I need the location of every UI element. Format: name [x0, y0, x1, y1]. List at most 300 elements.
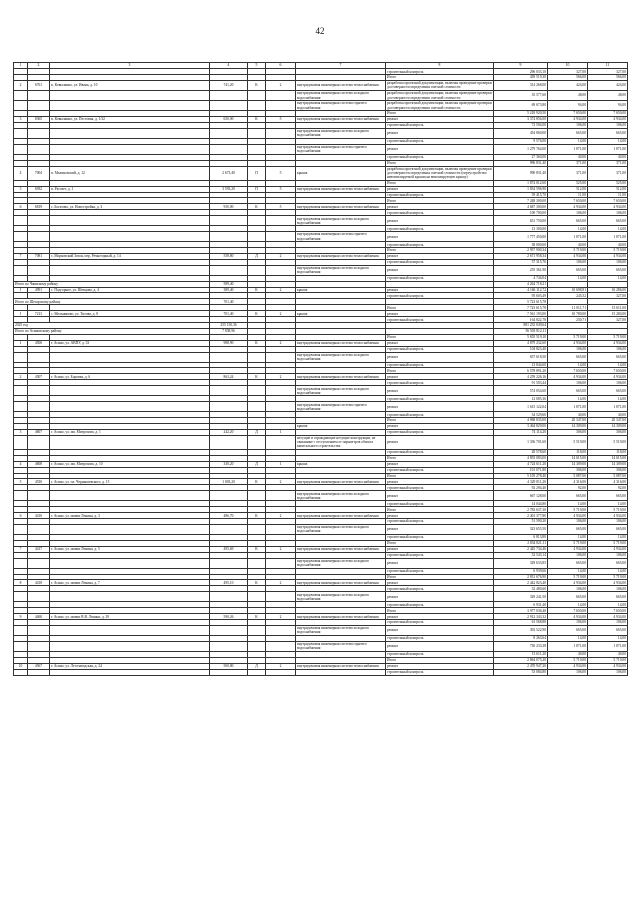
table-cell: Д — [248, 429, 266, 435]
table-cell: 7004 — [28, 166, 50, 180]
table-cell: 665,00 — [588, 491, 628, 501]
table-cell: 665,00 — [588, 128, 628, 138]
table-cell: 14,00 — [548, 635, 588, 641]
table-row — [14, 558, 628, 568]
table-cell: 72 504,00 — [494, 122, 548, 128]
table-cell — [210, 386, 248, 396]
table-cell: 1 871,00 — [548, 232, 588, 242]
table-cell: внутридомовая инженерная система холодного водоснабжения — [296, 558, 386, 568]
table-cell: 2 673,40 — [210, 166, 248, 180]
table-cell: 590,26 — [210, 614, 248, 620]
table-cell: г. Асино, ул. им. Митрохова, д. 10 — [50, 461, 210, 467]
table-cell: Д — [248, 461, 266, 467]
table-row — [14, 90, 628, 100]
table-cell: 2 — [266, 340, 296, 346]
table-cell: 4 687 300,00 — [494, 204, 548, 210]
table-cell — [266, 592, 296, 602]
table-cell: 4 934,00 — [588, 253, 628, 259]
table-cell: 2 — [14, 80, 28, 90]
column-number-cell: 1 — [14, 63, 28, 69]
table-cell: 665,00 — [548, 128, 588, 138]
table-cell: 7 — [14, 253, 28, 259]
table-cell — [210, 101, 248, 111]
table-cell: разработка проектной документации, включая проведение проверки достоверности определения сметной стоимости — [387, 101, 492, 110]
table-cell: 2 — [266, 80, 296, 90]
table-cell: Д — [248, 663, 266, 669]
summary-label: Итого по Шегарскому району — [14, 299, 210, 305]
table-cell — [50, 265, 210, 275]
table-cell: 106,00 — [588, 210, 628, 216]
table-cell: 7 650,00 — [588, 368, 628, 374]
table-cell: 306,00 — [588, 429, 628, 435]
table-cell — [14, 669, 28, 675]
table-cell — [14, 216, 28, 226]
table-cell: 27 360,00 — [494, 154, 548, 160]
table-cell — [14, 90, 28, 100]
table-cell: 2 — [266, 580, 296, 586]
table-cell: 106,00 — [548, 259, 588, 265]
table-cell — [50, 524, 210, 534]
table-cell: внутридомовая инженерная система холодного водоснабжения — [296, 216, 386, 226]
table-cell — [14, 352, 28, 362]
column-number-cell: 7 — [296, 63, 386, 69]
table-cell: 230,71 — [548, 317, 588, 323]
table-cell: 327,00 — [588, 293, 628, 299]
table-cell — [248, 558, 266, 568]
table-cell: Итого — [386, 455, 494, 461]
table-row — [14, 232, 628, 242]
table-cell: К — [248, 479, 266, 485]
table-cell — [210, 641, 248, 651]
table-cell: 4991 — [28, 287, 50, 293]
table-cell: 424,00 — [588, 80, 628, 90]
table-cell: 14 044,80 — [494, 501, 548, 507]
table-cell: 1 834 596,90 — [494, 186, 548, 192]
table-row — [14, 625, 628, 635]
table-cell: 52 543,14 — [494, 552, 548, 558]
table-cell: 48,00 — [548, 90, 588, 100]
table-cell: 3 374 856,00 — [494, 116, 548, 122]
table-cell: 28 578,60 — [494, 449, 548, 455]
table-cell — [14, 592, 28, 602]
table-cell: 4 934,00 — [548, 253, 588, 259]
table-cell: 14 309,00 — [548, 461, 588, 467]
table-cell: 306,00 — [588, 467, 628, 473]
table-cell: 4 879 232,60 — [494, 340, 548, 346]
table-row — [14, 80, 628, 90]
table-cell: Итого — [386, 368, 494, 374]
table-cell: 525,00 — [548, 180, 588, 186]
table-cell: 950,00 — [210, 204, 248, 210]
table-cell: 92 294,40 — [494, 485, 548, 491]
table-cell: 327,00 — [548, 69, 588, 75]
table-cell: 7 248 300,00 — [494, 198, 548, 204]
table-row — [14, 669, 628, 675]
table-cell: К — [248, 80, 266, 90]
table-cell: 296 033,10 — [494, 69, 548, 75]
table-cell: 20 347,00 — [588, 418, 628, 424]
table-cell: 665,00 — [588, 625, 628, 635]
table-cell: 4 934,00 — [548, 374, 588, 380]
table-cell: 1 777 450,00 — [494, 232, 548, 242]
table-cell: 3 — [14, 116, 28, 122]
table-cell — [14, 435, 28, 449]
table-cell — [28, 625, 50, 635]
table-cell: 657 618,50 — [494, 352, 548, 362]
table-cell: Итого — [386, 305, 494, 311]
table-cell: 4 264 718,21 — [494, 281, 548, 287]
table-cell: 863,24 — [210, 374, 248, 380]
table-cell: г. Асино, ул. имени В.В. Ленина, д. 29 — [50, 614, 210, 620]
table-cell: 15 611,00 — [588, 305, 628, 311]
table-cell: П — [248, 186, 266, 192]
table-cell — [28, 144, 50, 154]
table-cell: ремонт — [386, 524, 494, 534]
table-cell — [50, 144, 210, 154]
table-cell: г. Асино, ул. имени Ленина, д. 5 — [50, 546, 210, 552]
table-cell — [50, 592, 210, 602]
table-cell: внутридомовая инженерная система холодного водоснабжения — [296, 90, 386, 100]
table-cell: 5 — [266, 116, 296, 122]
table-cell: 1 — [14, 311, 28, 317]
table-cell: 6 — [14, 513, 28, 519]
table-cell: Итого — [386, 657, 494, 663]
table-cell: 665,00 — [548, 524, 588, 534]
table-cell: 4 259 226,16 — [494, 374, 548, 380]
table-cell: 392 522,90 — [494, 625, 548, 635]
table-cell: 5 087,00 — [588, 473, 628, 479]
table-cell: 701,40 — [210, 299, 248, 305]
table-cell: 91 503,44 — [494, 380, 548, 386]
table-cell: 1 279 764,00 — [494, 144, 548, 154]
table-cell: 101 071,80 — [494, 467, 548, 473]
table-cell: К — [248, 614, 266, 620]
table-row — [14, 524, 628, 534]
table-cell — [248, 265, 266, 275]
table-cell: ремонт — [386, 374, 494, 380]
table-cell: 14,00 — [588, 275, 628, 281]
table-cell: 7 650,00 — [588, 198, 628, 204]
table-cell: 20 347,00 — [548, 418, 588, 424]
table-cell: 665,00 — [588, 524, 628, 534]
table-cell: 14,00 — [588, 602, 628, 608]
table-cell: К — [248, 374, 266, 380]
table-cell — [210, 402, 248, 412]
table-cell: 665,00 — [588, 216, 628, 226]
table-cell: 4506 — [28, 340, 50, 346]
table-cell — [210, 669, 248, 675]
table-cell: 329 633,85 — [494, 558, 548, 568]
table-cell: П — [248, 166, 266, 180]
table-cell: внутридомовая инженерная система холодного водоснабжения — [296, 265, 386, 275]
table-cell: 665,00 — [588, 352, 628, 362]
table-cell: 7 650,00 — [548, 368, 588, 374]
table-cell: внутридомовая инженерная система теплоснабжения — [296, 186, 386, 192]
table-cell: 4 934,00 — [588, 116, 628, 122]
table-cell — [266, 216, 296, 226]
table-cell: 4 934,00 — [588, 204, 628, 210]
table-cell: строительный контроль — [386, 429, 494, 435]
table-cell: 371,00 — [588, 166, 628, 180]
table-cell: ремонт — [386, 144, 494, 154]
table-cell: 14,00 — [588, 138, 628, 144]
table-cell: внутридомовая инженерная система теплоснабжения — [296, 479, 386, 485]
table-cell: 164 822,78 — [494, 317, 548, 323]
table-cell: ремонт — [386, 216, 494, 226]
summary-label: Итого по Асиновскому району — [14, 328, 210, 334]
column-number-cell: 10 — [548, 63, 588, 69]
table-cell: 14,00 — [548, 275, 588, 281]
table-cell — [50, 558, 210, 568]
table-cell: 7213 — [28, 311, 50, 317]
table-cell — [28, 216, 50, 226]
table-row — [14, 265, 628, 275]
table-cell: Итого — [386, 574, 494, 580]
table-cell: 14,00 — [588, 226, 628, 232]
table-cell: ремонт — [386, 402, 494, 412]
table-row — [14, 641, 628, 651]
table-cell — [50, 491, 210, 501]
table-cell: Итого — [386, 180, 494, 186]
table-cell — [210, 232, 248, 242]
table-cell: 14,00 — [548, 362, 588, 368]
table-cell: внутридомовая инженерная система теплоснабжения — [296, 253, 386, 259]
table-cell: 1 — [266, 461, 296, 467]
table-cell — [266, 402, 296, 412]
table-cell — [14, 128, 28, 138]
table-cell: строительный контроль — [386, 122, 494, 128]
table-cell: г. Асино, ул. Боровая, д. 6 — [50, 374, 210, 380]
table-cell: 9 — [14, 614, 28, 620]
table-cell: 5 105 278,40 — [494, 473, 548, 479]
table-cell: 566,00 — [548, 75, 588, 81]
table-cell — [266, 491, 296, 501]
table-cell: 988,90 — [210, 340, 248, 346]
table-cell: 2 442 823,40 — [494, 580, 548, 586]
table-cell: 5 719,00 — [588, 334, 628, 340]
table-cell — [266, 435, 296, 449]
table-cell: 306,00 — [548, 467, 588, 473]
table-cell: 5 519,00 — [548, 435, 588, 449]
table-cell: 327,00 — [588, 317, 628, 323]
table-cell: 10 698,81 — [548, 287, 588, 293]
table-cell: 389,40 — [210, 287, 248, 293]
table-cell: ремонт — [386, 311, 494, 317]
table-cell: 5 719,00 — [548, 248, 588, 254]
table-cell — [50, 90, 210, 100]
table-cell: Итого — [386, 507, 494, 513]
table-cell: 1 871,00 — [548, 144, 588, 154]
table-cell: ремонт — [386, 558, 494, 568]
table-cell — [266, 352, 296, 362]
table-cell: Итого — [386, 608, 494, 614]
table-cell: 13 844,60 — [494, 362, 548, 368]
table-cell: строительный контроль — [386, 210, 494, 216]
table-cell: строительный контроль — [386, 467, 494, 473]
column-number-cell: 3 — [50, 63, 210, 69]
table-cell: внутридомовая инженерная система холодного водоснабжения — [296, 625, 386, 635]
table-cell: ремонт — [386, 340, 494, 346]
table-cell: К — [248, 546, 266, 552]
table-cell: ремонт — [386, 386, 494, 396]
table-cell: г. Асино, ул. им. Митрохова, д. 1 — [50, 429, 210, 435]
table-cell: 4 934,00 — [548, 204, 588, 210]
table-cell: 371,00 — [548, 166, 588, 180]
table-cell — [266, 558, 296, 568]
table-cell: 665,00 — [548, 386, 588, 396]
table-cell: К — [248, 116, 266, 122]
table-cell: ремонт — [386, 580, 494, 586]
table-cell: 665,00 — [548, 216, 588, 226]
table-cell: несущие и ограждающие несущие конструкции, не связанные с отступлением от параметров объекта капитального строительства — [296, 435, 386, 449]
table-cell: 14,00 — [548, 501, 588, 507]
table-cell: 495,69 — [210, 546, 248, 552]
table-cell: 1 871,00 — [588, 402, 628, 412]
table-cell — [248, 352, 266, 362]
table-cell: 5 719,00 — [588, 507, 628, 513]
table-cell: ремонт — [386, 287, 494, 293]
table-cell — [28, 558, 50, 568]
table-cell: 14 615,00 — [548, 455, 588, 461]
table-cell: 104 823,40 — [494, 346, 548, 352]
table-cell: внутридомовая инженерная система горячего водоснабжения — [296, 641, 386, 651]
table-cell: 5 — [266, 204, 296, 210]
table-cell: внутридомовая инженерная система холодного водоснабжения — [296, 352, 386, 362]
table-cell: внутридомовая инженерная система теплоснабжения — [296, 614, 386, 620]
table-cell: внутридомовая инженерная система теплоснабжения — [296, 580, 386, 586]
table-cell: Итого — [386, 334, 494, 340]
table-cell: 665,00 — [588, 558, 628, 568]
table-cell: 2 834 821,11 — [494, 540, 548, 546]
table-cell: 5 218 920,50 — [494, 111, 548, 117]
table-cell: 53 084,80 — [494, 669, 548, 675]
table-cell — [248, 101, 266, 111]
table-cell — [14, 402, 28, 412]
table-cell: 5 — [266, 186, 296, 192]
table-cell: 14,00 — [548, 138, 588, 144]
table-cell: строительный контроль — [386, 138, 494, 144]
table-cell: ремонт — [386, 641, 494, 651]
table-cell — [28, 101, 50, 111]
table-cell: крыша — [296, 311, 386, 317]
table-cell: 4417 — [28, 546, 50, 552]
table-row — [14, 144, 628, 154]
table-cell: 665,00 — [588, 592, 628, 602]
table-cell: 118,00 — [548, 449, 588, 455]
table-cell — [248, 625, 266, 635]
table-cell — [14, 232, 28, 242]
table-cell — [248, 402, 266, 412]
table-cell: 106,00 — [588, 586, 628, 592]
table-cell: строительный контроль — [386, 192, 494, 198]
table-cell — [248, 90, 266, 100]
table-cell: ремонт — [386, 423, 494, 429]
table-cell: 106,00 — [588, 669, 628, 675]
table-cell: 1 — [14, 287, 28, 293]
table-cell: строительный контроль — [386, 69, 494, 75]
table-cell: 1 871,00 — [588, 232, 628, 242]
table-cell: строительный контроль — [386, 380, 494, 386]
table-cell: 1 871,00 — [588, 641, 628, 651]
table-cell — [248, 435, 266, 449]
table-cell: 11,00 — [548, 192, 588, 198]
table-cell: 15 284,00 — [588, 311, 628, 317]
table-cell: 14,00 — [588, 534, 628, 540]
table-cell: внутридомовая инженерная система холодного водоснабжения — [296, 386, 386, 396]
table-cell: 6819 — [28, 204, 50, 210]
column-number-cell: 9 — [494, 63, 548, 69]
table-cell: 4 — [14, 461, 28, 467]
table-cell — [14, 558, 28, 568]
table-cell: ремонт — [386, 513, 494, 519]
table-cell — [210, 144, 248, 154]
table-cell: 4418 — [28, 580, 50, 586]
table-cell: 106,00 — [588, 122, 628, 128]
table-cell — [248, 216, 266, 226]
table-cell: 7 838,96 — [210, 328, 248, 334]
table-cell: Итого — [386, 198, 494, 204]
table-cell: 1 871,00 — [588, 144, 628, 154]
table-cell: 4 744,04 — [494, 275, 548, 281]
table-cell — [28, 352, 50, 362]
table-cell — [210, 524, 248, 534]
table-cell: 4 934,00 — [588, 340, 628, 346]
table-cell: 2 912 343,32 — [494, 614, 548, 620]
table-cell: Итого — [386, 111, 494, 117]
table-cell — [210, 592, 248, 602]
table-cell — [28, 669, 50, 675]
table-cell: 5 719,00 — [548, 657, 588, 663]
table-cell — [14, 386, 28, 396]
table-cell: 665,00 — [548, 625, 588, 635]
table-cell: 1 003,20 — [210, 479, 248, 485]
table-cell: строительный контроль — [386, 602, 494, 608]
table-cell: 14 309,00 — [588, 461, 628, 467]
table-cell: 558,80 — [210, 253, 248, 259]
table-cell: строительный контроль — [386, 226, 494, 232]
table-cell: внутридомовая инженерная система горячего водоснабжения — [296, 232, 386, 242]
table-cell: 52 480,60 — [494, 586, 548, 592]
table-cell: 730 233,38 — [494, 641, 548, 651]
table-cell: 1 871,00 — [548, 641, 588, 651]
table-cell: 7 — [14, 546, 28, 552]
table-cell: строительный контроль — [386, 275, 494, 281]
table-cell: 314 268,00 — [494, 80, 548, 90]
table-cell — [50, 625, 210, 635]
table-cell: 106,00 — [548, 519, 588, 525]
table-cell: 118,00 — [588, 449, 628, 455]
table-cell: 14,00 — [548, 396, 588, 402]
table-cell: 4 934,00 — [548, 663, 588, 669]
table-cell — [210, 558, 248, 568]
table-cell: 6 — [14, 204, 28, 210]
table-cell: 8 263,64 — [494, 635, 548, 641]
table-cell: 40,00 — [548, 242, 588, 248]
table-cell: 40,00 — [588, 412, 628, 418]
table-cell: К — [248, 513, 266, 519]
table-cell: крыша — [296, 166, 386, 180]
table-cell: 3 593,20 — [210, 186, 248, 192]
table-cell: 589,40 — [210, 281, 248, 287]
table-cell: 40,00 — [548, 154, 588, 160]
table-cell: Д — [248, 253, 266, 259]
table-cell — [266, 524, 296, 534]
table-cell: п. Рассвет, д. 1 — [50, 186, 210, 192]
table-cell: 6 578 891,20 — [494, 368, 548, 374]
table-cell: 4 968 835,00 — [494, 418, 548, 424]
table-cell: Итого — [386, 418, 494, 424]
table-cell: строительный контроль — [386, 346, 494, 352]
